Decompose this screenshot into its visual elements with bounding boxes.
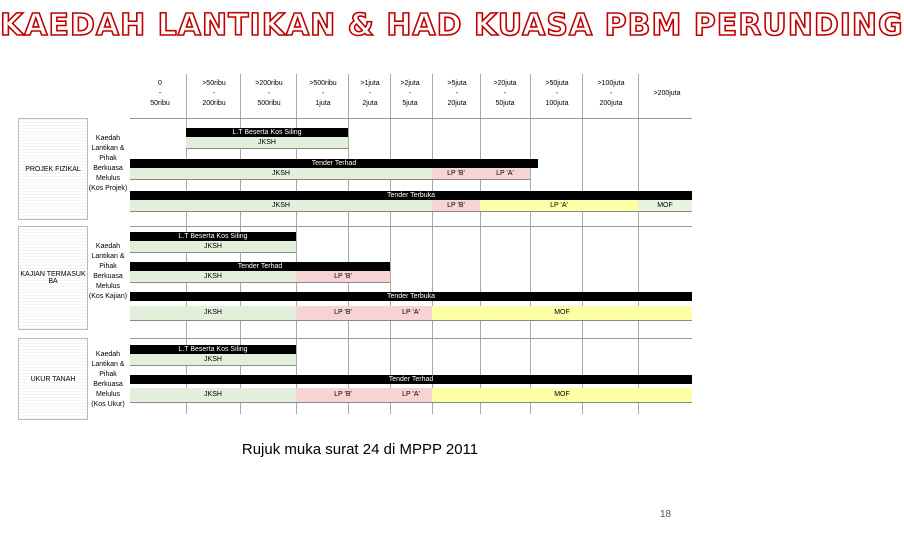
page-title: KAEDAH LANTIKAN & HAD KUASA PBM PERUNDING	[0, 8, 904, 43]
lt-jksh: JKSH	[130, 241, 296, 253]
terhad-header: Tender Terhad	[130, 262, 390, 271]
row-subtitle: Kaedah Lantikan & Pihak Berkuasa Melulus (Kos Kajian)	[88, 243, 128, 300]
terbuka-lp-b: LP 'B'	[296, 306, 390, 321]
row-label: UKUR TANAH	[18, 338, 88, 420]
column-header: 0 - 50ribu	[150, 80, 170, 107]
column-header: >50juta - 100juta	[545, 80, 569, 107]
column-header: >200ribu - 500ribu	[255, 80, 283, 107]
row-label: KAJIAN TERMASUK BA	[18, 226, 88, 330]
column-header: >100juta - 200juta	[597, 80, 625, 107]
terbuka-lp-a: LP 'A'	[480, 200, 638, 212]
terhad-lp-a: LP 'A'	[390, 388, 432, 403]
row-subtitle: Kaedah Lantikan & Pihak Berkuasa Melulus (Kos Projek)	[88, 135, 128, 192]
column-header: >50ribu - 200ribu	[202, 80, 226, 107]
row-label: PROJEK FIZIKAL	[18, 118, 88, 220]
terbuka-header: Tender Terbuka	[130, 191, 692, 200]
column-header: >5juta - 20juta	[447, 80, 467, 107]
terbuka-mof: MOF	[432, 306, 692, 321]
terhad-header: Tender Terhad	[130, 375, 692, 384]
page-number: 18	[660, 509, 672, 520]
column-header: >200juta	[653, 90, 681, 97]
terhad-jksh: JKSH	[130, 168, 432, 180]
terhad-jksh: JKSH	[130, 388, 296, 403]
lt-jksh: JKSH	[186, 137, 348, 149]
terbuka-jksh: JKSH	[130, 306, 296, 321]
terhad-lp-b: LP 'B'	[432, 168, 480, 180]
column-header: >1juta - 2juta	[360, 80, 380, 107]
lt-jksh: JKSH	[130, 354, 296, 366]
terhad-mof: MOF	[432, 388, 692, 403]
column-header: >20juta - 50juta	[493, 80, 517, 107]
terhad-header: Tender Terhad	[130, 159, 538, 168]
terhad-lp-b: LP 'B'	[296, 271, 390, 283]
terhad-jksh: JKSH	[130, 271, 296, 283]
terbuka-jksh: JKSH	[130, 200, 432, 212]
lt-header: L.T Beserta Kos Siling	[130, 345, 296, 354]
row-subtitle: Kaedah Lantikan & Pihak Berkuasa Melulus (Kos Ukur)	[91, 351, 125, 408]
terbuka-header: Tender Terbuka	[130, 292, 692, 301]
terhad-lp-a: LP 'A'	[480, 168, 530, 180]
terhad-lp-b: LP 'B'	[296, 388, 390, 403]
column-header: >500ribu - 1juta	[309, 80, 337, 107]
lt-header: L.T Beserta Kos Siling	[130, 232, 296, 241]
column-header: >2juta - 5juta	[400, 80, 420, 107]
terbuka-mof: MOF	[638, 200, 692, 212]
lt-header: L.T Beserta Kos Siling	[186, 128, 348, 137]
reference-note: Rujuk muka surat 24 di MPPP 2011	[241, 441, 479, 458]
terbuka-lp-a: LP 'A'	[390, 306, 432, 321]
terbuka-lp-b: LP 'B'	[432, 200, 480, 212]
